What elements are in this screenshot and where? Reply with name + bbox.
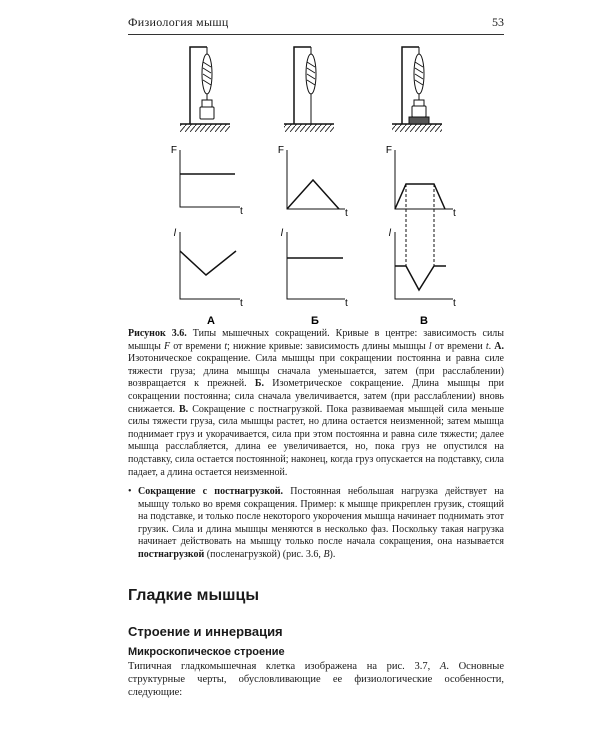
bullet-figure-ref: В — [323, 548, 330, 560]
axis-label-force-a: F — [170, 145, 177, 156]
axes-length-a — [180, 232, 240, 299]
axis-label-length-b: l — [280, 228, 283, 239]
caption-var-time-2: t — [485, 340, 489, 352]
length-graph-v — [389, 228, 456, 309]
muscle-contraction-figure — [0, 0, 600, 330]
afterload-bullet — [128, 486, 504, 562]
curve-length-v — [395, 266, 446, 290]
length-graph-b — [281, 228, 348, 309]
paragraph-text-2: . Основные структурные черты, обусловливающие ее физиологические особенности, следующие: — [128, 661, 505, 698]
caption-var-time: t — [224, 340, 228, 352]
curve-force-v — [395, 184, 445, 209]
length-graph-a — [174, 228, 243, 309]
axis-label-time-v: t — [453, 208, 456, 219]
bullet-text-1: Постоянная небольшая нагрузка действует на мышцу только во время сокращения. Пример: к мышце прикреплен грузик, стоящий на подставке, и только после некоторого укорочения мышца начинает поднимать этот грузик. Сила и длина мышцы меняются в несколько фаз. Поскольку такая нагрузка начинает действовать на мышцу только после начала сокращения, она называется — [138, 486, 504, 548]
subsection-heading: Строение и иннервация — [128, 624, 283, 639]
panel-label-v: В — [420, 315, 428, 327]
body-paragraph — [128, 660, 504, 699]
caption-label-a: А. — [494, 340, 505, 352]
page-number: 53 — [492, 15, 504, 29]
force-graph-b — [278, 145, 348, 219]
axis-label-time-a: t — [240, 206, 243, 217]
caption-text-5: . — [488, 340, 495, 352]
axes-force-v — [395, 150, 453, 209]
caption-figure-label: Рисунок 3.6. — [128, 328, 187, 339]
bullet-term-2: постнагрузкой — [138, 548, 205, 560]
caption-var-length: l — [428, 340, 432, 352]
panel-label-a: А — [207, 315, 215, 327]
caption-text-v: Сокращение с постнагрузкой. Пока развиваемая мышцей сила меньше силы тяжести груза, сила мышцы растет, но длина остается неизменной; затем мышца поднимает груз и укорачивается, сила при этом постоянна и равна силе тяжести; далее мышца расслабляется, длина ее увеличивается, но, пока груз не опустился на подставку, сила остается постоянной; наконец, когда груз опускается на подставку, сила падает, а длина остается неизменной. — [128, 403, 504, 478]
axes-length-b — [287, 232, 345, 299]
weight-a — [200, 107, 214, 119]
caption-text-2: от времени — [170, 340, 225, 352]
bullet-text-3: ). — [329, 548, 336, 560]
axis-label-time-a2: t — [240, 298, 243, 309]
caption-var-force: F — [163, 340, 171, 352]
force-graph-v — [386, 145, 456, 219]
weight-small-a — [202, 100, 212, 107]
axis-label-length-v: l — [388, 228, 391, 239]
ground-hatch-a — [180, 124, 230, 132]
axis-label-time-b2: t — [345, 298, 348, 309]
axes-force-a — [180, 150, 240, 207]
caption-label-v: В. — [179, 403, 189, 415]
axis-label-time-v2: t — [453, 298, 456, 309]
curve-length-a — [180, 251, 236, 275]
axis-label-force-b: F — [277, 145, 284, 156]
axis-label-time-b: t — [345, 208, 348, 219]
caption-text-4: от времени — [431, 340, 486, 352]
paragraph-text-1: Типичная гладкомышечная клетка изображена на рис. 3.7, — [128, 661, 440, 672]
bullet-term: Сокращение с постнагрузкой. — [138, 486, 284, 497]
apparatus-a — [180, 47, 230, 132]
weight-v — [412, 106, 426, 117]
caption-text-a: Изотоническое сокращение. Сила мышцы при сокращении постоянна и равна силе тяжести груза; длина мышцы сначала уменьшается, затем (при расслаблении) возвращается к прежней. — [128, 353, 504, 390]
caption-text-3: ; нижние кривые: зависимость длины мышцы — [227, 340, 429, 352]
apparatus-b — [284, 47, 334, 132]
caption-text-b: Изометрическое сокращение. Длина мышцы при сокращении постоянна; сила сначала увеличивается, затем (при расслаблении) вновь снижается. — [128, 378, 504, 415]
force-graph-a — [171, 145, 243, 217]
figure-caption — [128, 328, 504, 479]
axis-label-force-v: F — [385, 145, 392, 156]
panel-label-b: Б — [311, 315, 319, 327]
bullet-body — [138, 486, 504, 562]
paragraph-figure-ref: А — [439, 661, 447, 672]
subsubsection-heading: Микроскопическое строение — [128, 646, 285, 658]
caption-label-b: Б. — [254, 378, 265, 390]
ground-hatch-b — [284, 124, 334, 132]
axis-label-length-a: l — [173, 228, 176, 239]
weight-support-v — [409, 117, 429, 124]
apparatus-v — [392, 47, 442, 132]
ground-hatch-v — [392, 124, 442, 132]
caption-text-1: Типы мышечных сокращений. Кривые в центре: зависимость силы мышцы — [128, 328, 504, 352]
bullet-symbol: • — [128, 486, 132, 497]
running-title: Физиология мышц — [128, 15, 229, 29]
bullet-text-2: (посленагрузкой) (рис. 3.6, — [204, 548, 324, 560]
section-heading: Гладкие мышцы — [128, 587, 260, 604]
curve-force-b — [287, 180, 339, 209]
